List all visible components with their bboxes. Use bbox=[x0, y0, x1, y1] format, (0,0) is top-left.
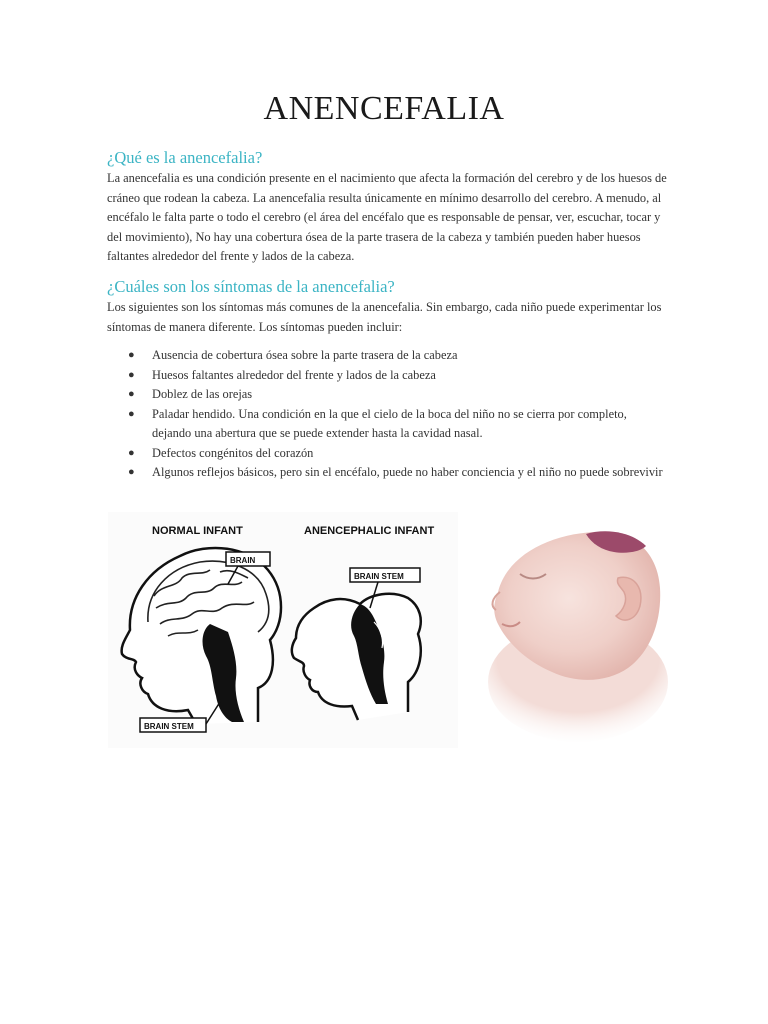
normal-infant-label: NORMAL INFANT bbox=[152, 525, 243, 537]
bullet-icon: ● bbox=[128, 368, 135, 381]
section-body-symptoms: Los siguientes son los síntomas más comunes de la anencefalia. Sin embargo, cada niño puede experimentar los síntomas de manera diferente. Los síntomas pueden incluir: bbox=[107, 300, 662, 334]
anatomy-diagram bbox=[108, 512, 458, 748]
normal-head-outline bbox=[122, 548, 281, 724]
list-item: ● Huesos faltantes alrededor del frente y lados de la cabeza bbox=[107, 366, 667, 386]
bullet-icon: ● bbox=[128, 466, 135, 478]
infant-illustration bbox=[468, 512, 668, 748]
brain-stem-label-top: BRAIN STEM bbox=[354, 572, 404, 581]
list-item: ● Ausencia de cobertura ósea sobre la parte trasera de la cabeza bbox=[107, 346, 667, 366]
bullet-icon: ● bbox=[128, 446, 135, 459]
list-item: ● Paladar hendido. Una condición en la que el cielo de la boca del niño no se cierra por completo, dejando una abertura que se puede extender hasta la cavidad nasal. bbox=[128, 406, 627, 440]
anencephalic-infant-label: ANENCEPHALIC INFANT bbox=[304, 525, 435, 537]
symptoms-list bbox=[107, 346, 667, 483]
section-heading-what-is: ¿Qué es la anencefalia? bbox=[107, 148, 263, 167]
brain-stem-label-bottom: BRAIN STEM bbox=[144, 722, 194, 731]
infant-illustration-svg bbox=[468, 512, 668, 748]
anatomy-diagram-svg bbox=[108, 512, 458, 748]
section-body-what-is: La anencefalia es una condición presente en el nacimiento que afecta la formación del cerebro y de los huesos de cráneo que rodean la cabeza. La anencefalia resulta únicamente en mínimo desarrollo del cerebro. A menudo, al encéfalo le falta parte o todo el cerebro (el área del encéfalo que es responsable de pensar, ver, escuchar, tocar y del movimiento), No hay una cobertura ósea de la parte trasera de la cabeza y también pueden haber huesos faltantes alrededor del frente y lados de la cabeza. bbox=[107, 171, 667, 263]
page-title: ANENCEFALIA bbox=[263, 90, 505, 127]
list-item: ● Defectos congénitos del corazón bbox=[107, 444, 667, 464]
bullet-icon: ● bbox=[128, 407, 135, 420]
bullet-icon: ● bbox=[128, 388, 135, 400]
brain-label: BRAIN bbox=[230, 556, 256, 565]
section-heading-symptoms: ¿Cuáles son los síntomas de la anencefalia? bbox=[107, 277, 395, 296]
list-item: ● Doblez de las orejas bbox=[107, 385, 667, 405]
list-item: ● Algunos reflejos básicos, pero sin el encéfalo, puede no haber conciencia y el niño no puede sobrevivir bbox=[107, 463, 667, 483]
bullet-icon: ● bbox=[128, 349, 135, 361]
